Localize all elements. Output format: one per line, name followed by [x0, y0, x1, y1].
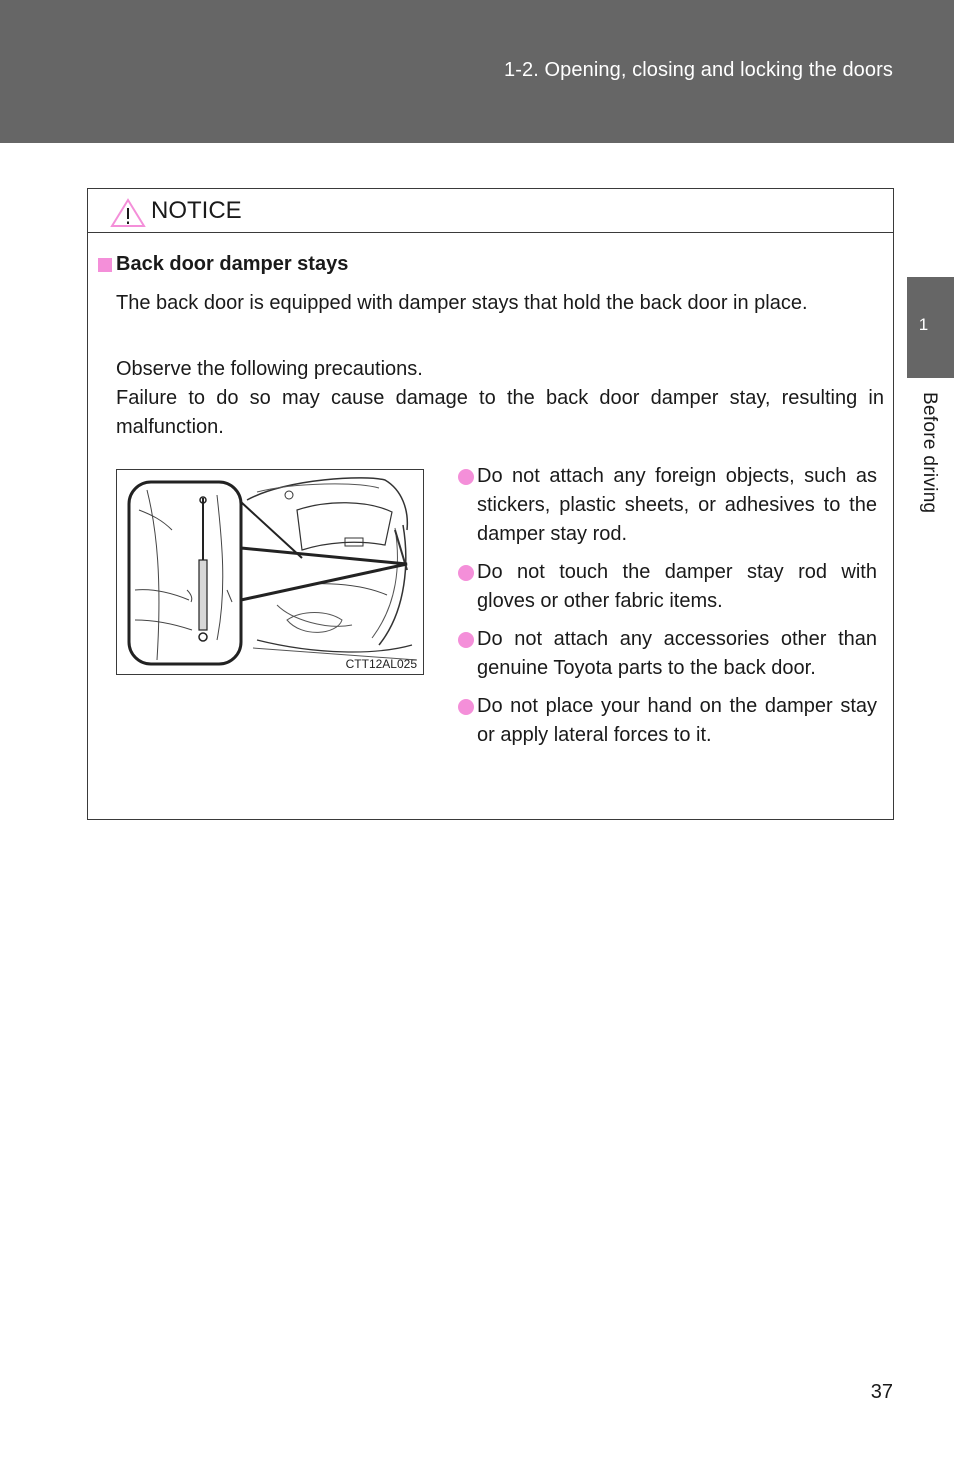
list-item-text: Do not touch the damper stay rod with gloves or other fabric items. — [477, 561, 877, 612]
list-item — [458, 462, 877, 549]
illustration-code: CTT12AL025 — [345, 657, 417, 671]
list-item-text: Do not attach any foreign objects, such as stickers, plastic sheets, or adhesives to the damper stay rod. — [477, 465, 877, 545]
notice-title: NOTICE — [151, 197, 242, 224]
bullet-dot-icon — [458, 699, 474, 715]
section-title: 1-2. Opening, closing and locking the doors — [504, 59, 893, 81]
precautions-paragraph — [116, 355, 884, 442]
intro-paragraph: The back door is equipped with damper stays that hold the back door in place. — [116, 292, 808, 314]
list-item — [458, 625, 877, 683]
header-band — [0, 0, 954, 143]
notice-header — [88, 189, 893, 233]
list-item — [458, 558, 877, 616]
back-door-drawing — [117, 470, 423, 674]
damper-stay-illustration — [116, 469, 424, 675]
chapter-tab — [907, 277, 954, 378]
bullet-dot-icon — [458, 565, 474, 581]
section-marker-square — [98, 258, 112, 272]
warning-triangle-icon — [110, 198, 146, 228]
chapter-number: 1 — [918, 315, 929, 334]
bullet-dot-icon — [458, 469, 474, 485]
list-item — [458, 692, 877, 750]
section-heading: Back door damper stays — [116, 253, 349, 275]
precaution-list — [458, 462, 877, 759]
list-item-text: Do not attach any accessories other than genuine Toyota parts to the back door. — [477, 628, 877, 679]
precautions-intro: Observe the following precautions. — [116, 358, 423, 380]
list-item-text: Do not place your hand on the damper stay or apply lateral forces to it. — [477, 695, 877, 746]
page-number: 37 — [870, 1381, 893, 1403]
chapter-label: Before driving — [919, 392, 940, 514]
notice-box — [87, 188, 894, 820]
bullet-dot-icon — [458, 632, 474, 648]
precautions-warning: Failure to do so may cause damage to the back door damper stay, resulting in malfunction. — [116, 387, 884, 438]
